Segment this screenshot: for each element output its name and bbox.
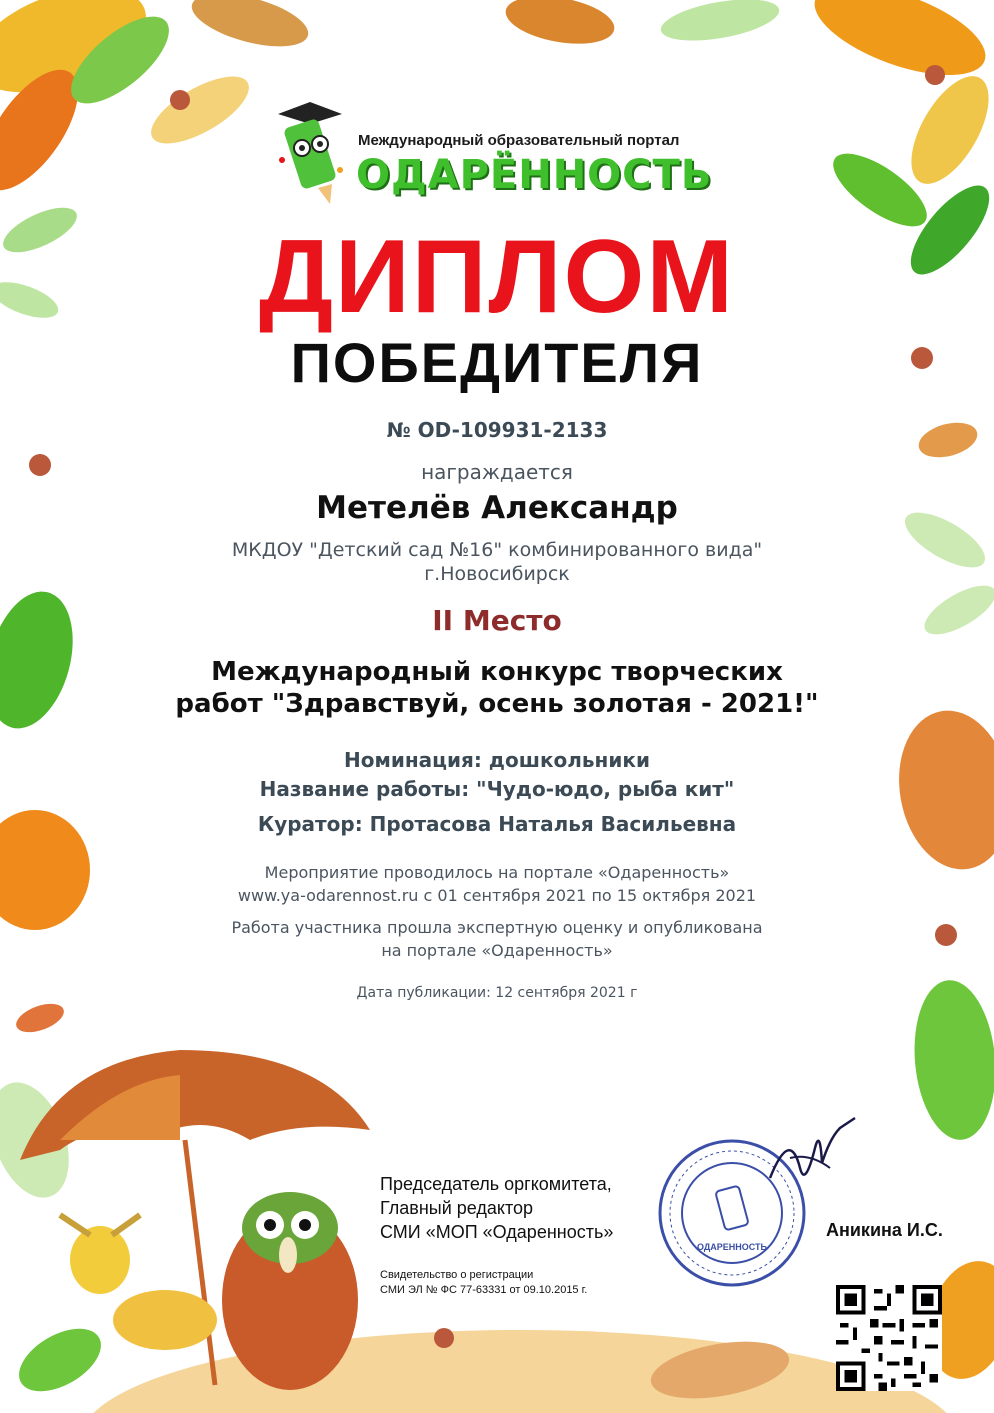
signer-name: Аникина И.С. [826, 1220, 943, 1240]
contest-title-line: Международный конкурс творческих [211, 657, 783, 687]
chairman-title: Председатель оргкомитета, [380, 1174, 612, 1194]
chairman-title: Главный редактор [380, 1198, 534, 1218]
nomination: Номинация: дошкольники [344, 748, 650, 772]
stamp-text: ОДАРЕННОСТЬ [696, 1242, 768, 1252]
registration-info [380, 1268, 587, 1298]
contest-title [0, 656, 994, 720]
event-info [0, 861, 994, 962]
work-details [0, 746, 994, 839]
awarded-label: награждается [421, 460, 573, 484]
review-line: Работа участника прошла экспертную оценку и опубликована [231, 918, 763, 937]
event-dates: www.ya-odarennost.ru с 01 сентября 2021 по 15 октября 2021 [237, 886, 757, 905]
organization-city: г.Новосибирск [424, 563, 570, 585]
contest-title-line: работ "Здравствуй, осень золотая - 2021!" [175, 689, 819, 719]
chairman-title: СМИ «МОП «Одаренность» [380, 1222, 614, 1242]
organization [0, 538, 994, 586]
review-line: на портале «Одаренность» [381, 941, 613, 960]
registration-line: СМИ ЭЛ № ФС 77-63331 от 09.10.2015 г. [380, 1284, 588, 1296]
portal-name: ОДАРЁННОСТЬ [356, 152, 713, 198]
portal-subtitle: Международный образовательный портал [358, 132, 680, 149]
place-award: II Место [432, 604, 562, 637]
diploma-number: № OD-109931-2133 [386, 418, 608, 442]
curator: Куратор: Протасова Наталья Васильевна [257, 812, 737, 836]
work-title: Название работы: "Чудо-юдо, рыба кит" [259, 777, 735, 801]
recipient-name: Метелёв Александр [316, 490, 678, 526]
diploma-subtitle: ПОБЕДИТЕЛЯ [290, 331, 704, 394]
registration-line: Свидетельство о регистрации [380, 1269, 534, 1281]
event-line: Мероприятие проводилось на портале «Одаренность» [264, 863, 730, 882]
publication-date: Дата публикации: 12 сентября 2021 г [356, 985, 638, 1001]
mascot-pencil-icon [270, 100, 350, 210]
organization-line: МКДОУ "Детский сад №16" комбинированного вида" [231, 539, 763, 561]
qr-code[interactable] [836, 1285, 942, 1391]
diploma-title: ДИПЛОМ [258, 219, 736, 335]
signature [760, 1108, 860, 1198]
chairman-block [380, 1172, 613, 1244]
